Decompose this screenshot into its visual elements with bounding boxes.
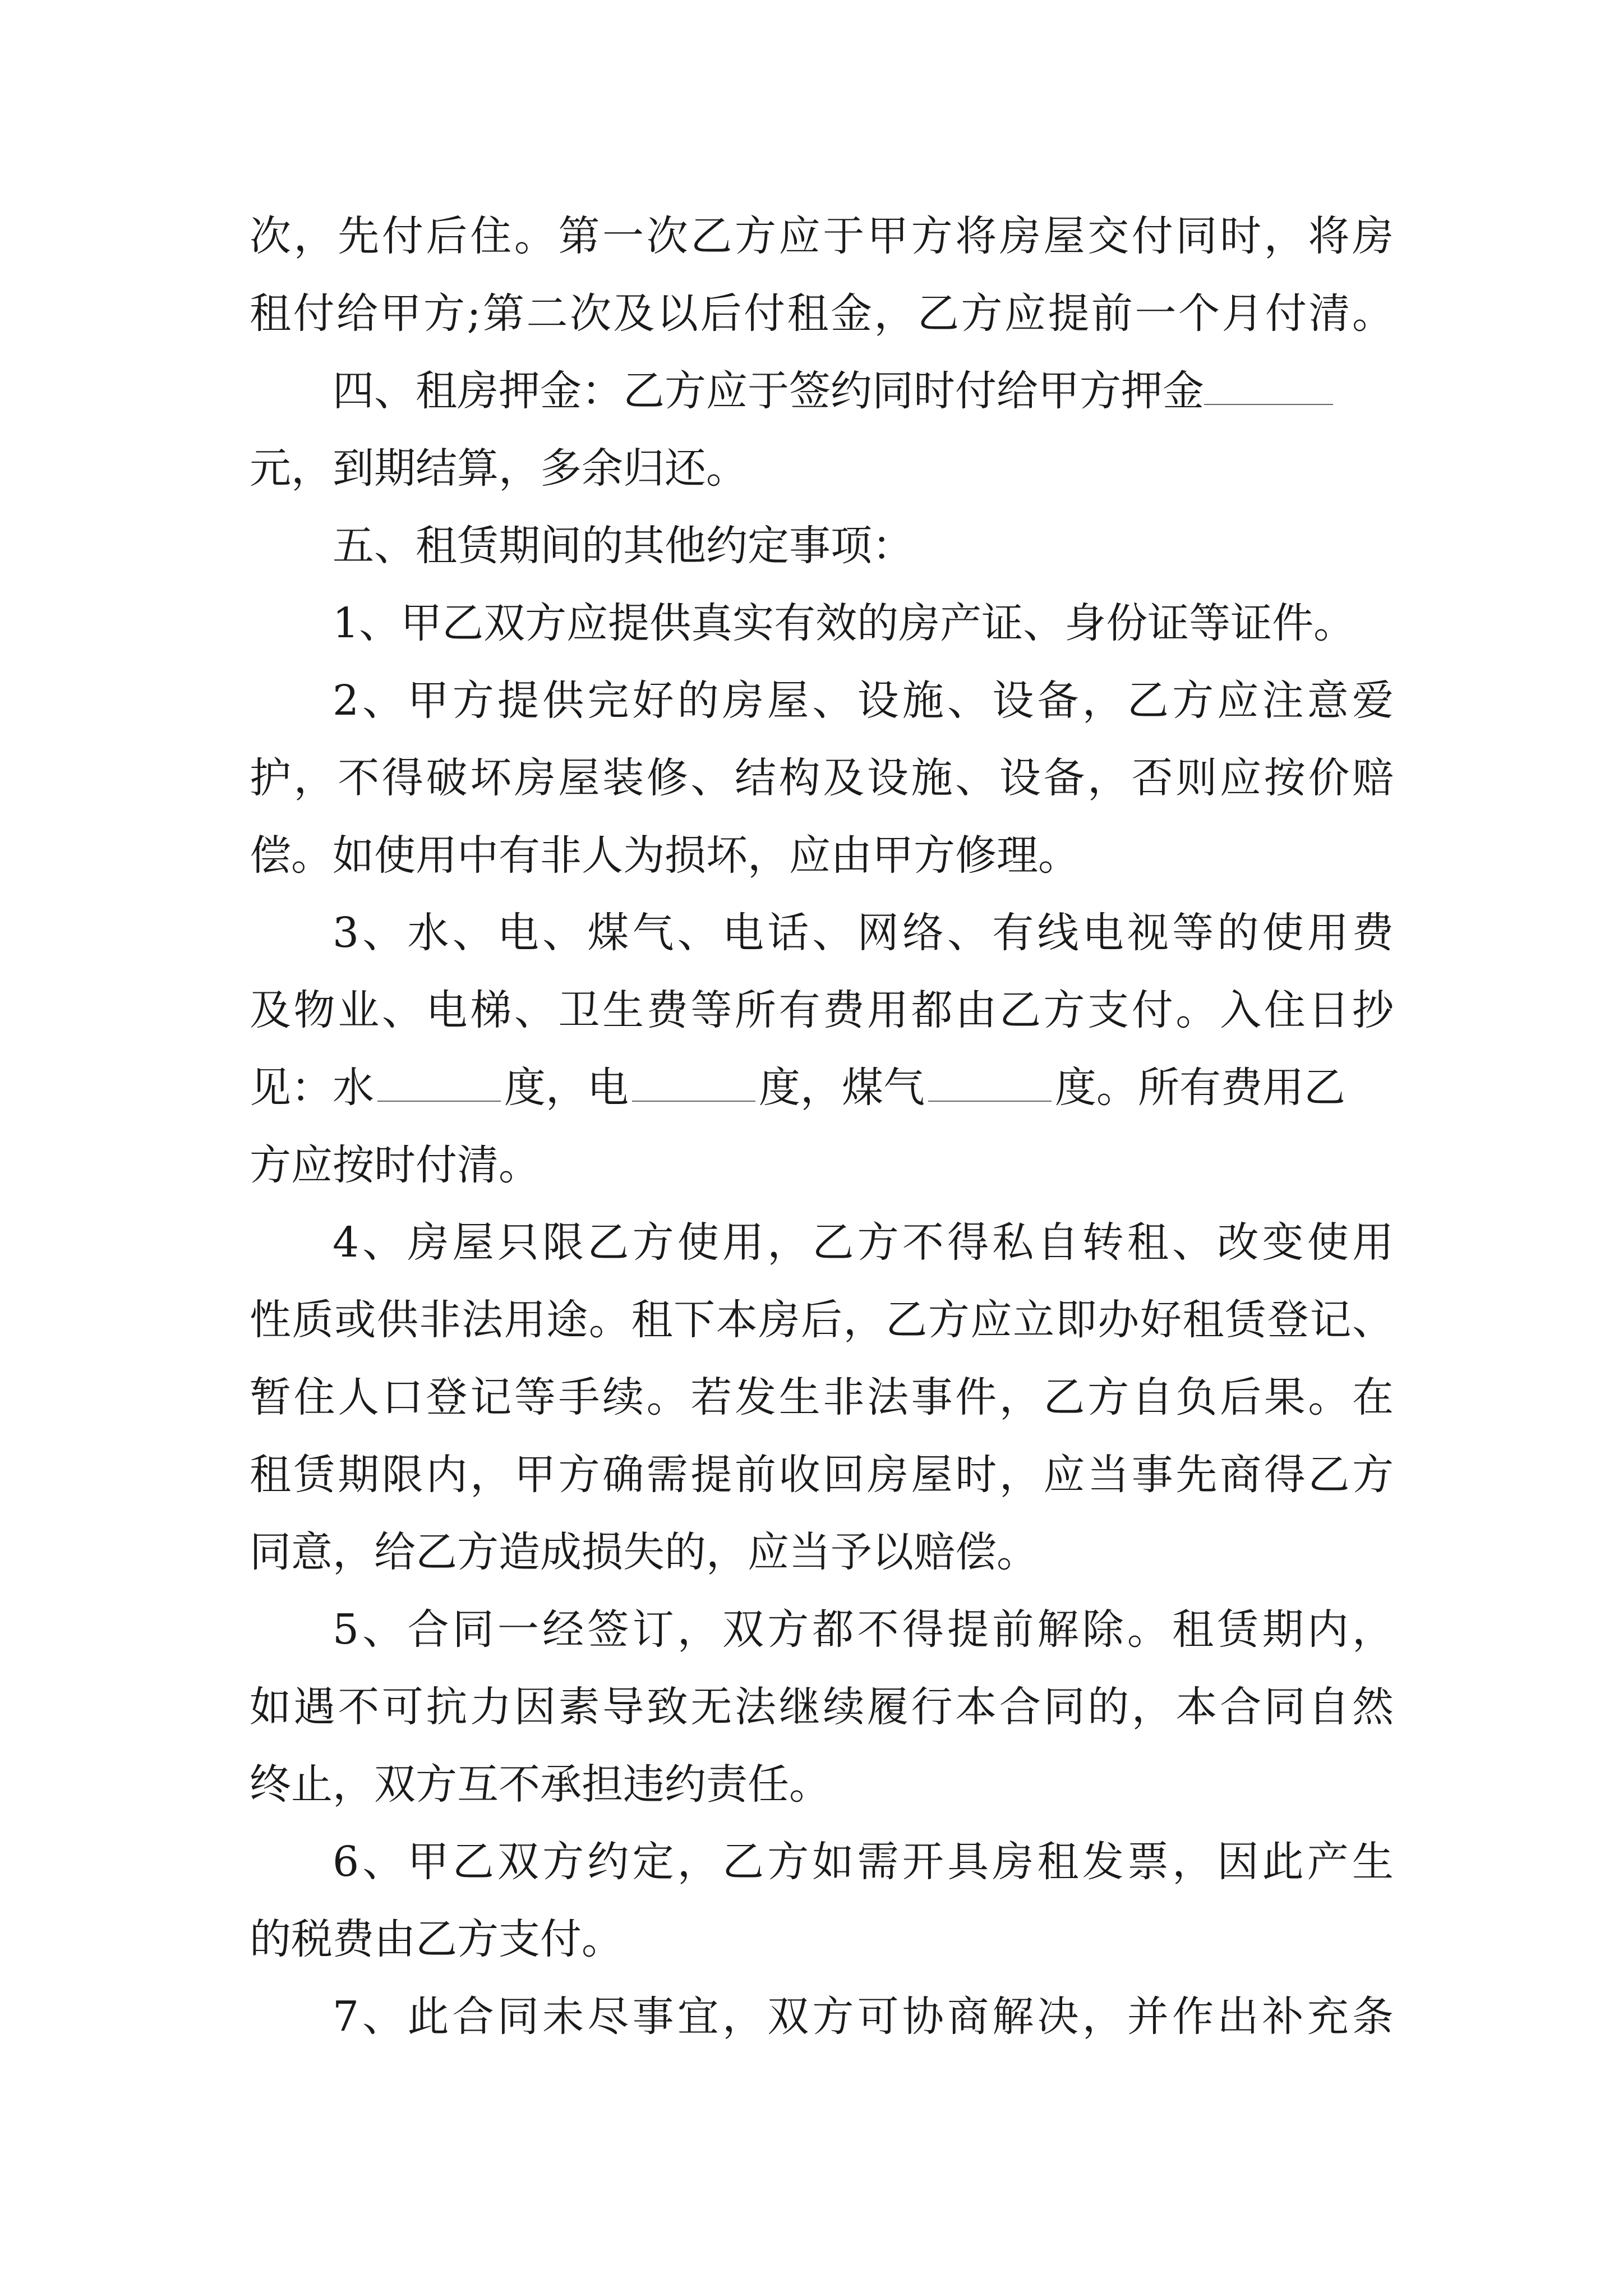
clause-item-2-line: 偿。如使用中有非人为损坏，应由甲方修理。 — [250, 831, 1080, 880]
clause-item-1: 1、甲乙双方应提供真实有效的房产证、身份证等证件。 — [333, 599, 1355, 647]
water-reading-blank — [377, 1066, 501, 1102]
clause-item-4-line: 租赁期限内，甲方确需提前收回房屋时，应当事先商得乙方 — [250, 1451, 1394, 1499]
meter-tail-text: 度。所有费用乙 — [1055, 1064, 1345, 1112]
clause-item-4-line: 暂住人口登记等手续。若发生非法事件，乙方自负后果。在 — [250, 1373, 1394, 1421]
clause-item-6-line: 的税费由乙方支付。 — [250, 1915, 623, 1963]
contract-body — [250, 197, 1394, 2055]
clause-item-3-line: 方应按时付清。 — [250, 1141, 540, 1189]
clause-item-5-line: 如遇不可抗力因素导致无法继续履行本合同的，本合同自然 — [250, 1683, 1394, 1731]
deposit-amount-blank — [1204, 369, 1333, 405]
deposit-clause-line — [250, 352, 1394, 430]
meter-water-label: 见：水 — [250, 1064, 374, 1112]
text-line: 次，先付后住。第一次乙方应于甲方将房屋交付同时，将房 — [250, 212, 1394, 260]
clause-item-6-line: 6、甲乙双方约定，乙方如需开具房租发票，因此产生 — [333, 1838, 1394, 1886]
clause-item-4-line: 4、房屋只限乙方使用，乙方不得私自转租、改变使用 — [333, 1218, 1394, 1267]
text-line: 元，到期结算，多余归还。 — [250, 444, 748, 493]
meter-gas-label: 度，煤气 — [759, 1064, 925, 1112]
clause-item-7-line: 7、此合同未尽事宜，双方可协商解决，并作出补充条 — [333, 1993, 1394, 2041]
clause-item-4-line: 性质或供非法用途。租下本房后，乙方应立即办好租赁登记、 — [250, 1296, 1394, 1344]
clause-item-3-line: 及物业、电梯、卫生费等所有费用都由乙方支付。入住日抄 — [250, 986, 1394, 1034]
clause-item-5-line: 终止，双方互不承担违约责任。 — [250, 1760, 831, 1809]
electric-reading-blank — [632, 1066, 755, 1102]
clause-item-3-line: 3、水、电、煤气、电话、网络、有线电视等的使用费 — [333, 909, 1394, 957]
text-line: 租付给甲方;第二次及以后付租金，乙方应提前一个月付清。 — [250, 289, 1394, 338]
meter-reading-line — [250, 1049, 1394, 1126]
clause-item-5-line: 5、合同一经签订，双方都不得提前解除。租赁期内， — [333, 1605, 1394, 1654]
clause-item-2-line: 护，不得破坏房屋装修、结构及设施、设备，否则应按价赔 — [250, 754, 1394, 802]
clause-item-4-line: 同意，给乙方造成损失的，应当予以赔偿。 — [250, 1528, 1038, 1576]
section-heading: 五、租赁期间的其他约定事项： — [333, 522, 914, 570]
gas-reading-blank — [928, 1066, 1052, 1102]
deposit-clause-text: 四、租房押金：乙方应于签约同时付给甲方押金 — [333, 367, 1204, 415]
clause-item-2-line: 2、甲方提供完好的房屋、设施、设备，乙方应注意爱 — [333, 677, 1394, 725]
meter-electric-label: 度，电 — [504, 1064, 629, 1112]
